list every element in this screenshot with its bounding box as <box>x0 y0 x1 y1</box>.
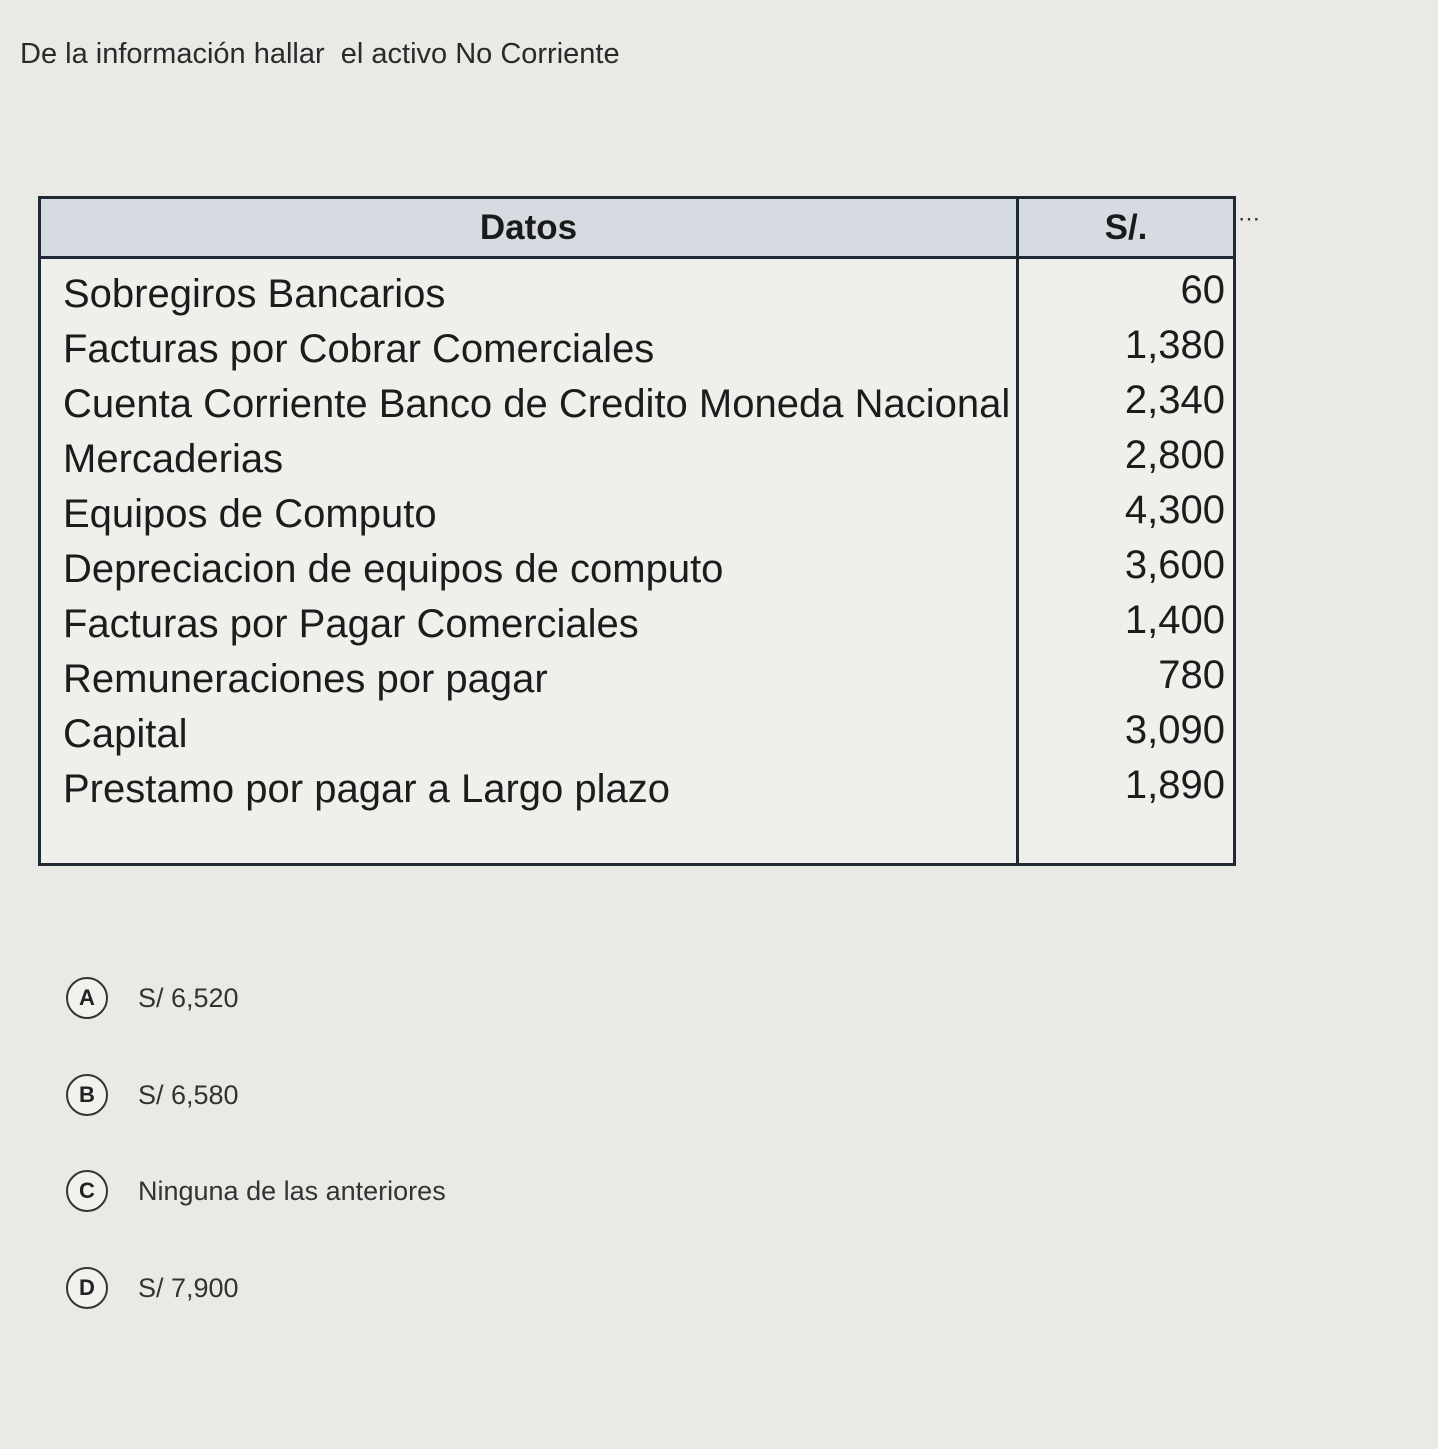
table-row <box>41 432 1233 487</box>
table-row <box>41 542 1233 597</box>
option-text[interactable]: S/ 7,900 <box>138 1272 239 1303</box>
table-row <box>41 487 1233 542</box>
data-table <box>38 196 1236 866</box>
option-letter-circle[interactable]: A <box>66 977 108 1019</box>
row-label: Capital <box>63 712 188 756</box>
table-row <box>41 652 1233 707</box>
row-label: Remuneraciones por pagar <box>63 657 548 701</box>
row-value: 2,340 <box>1124 378 1225 422</box>
option-a[interactable] <box>66 976 239 1020</box>
row-value: 4,300 <box>1124 488 1225 532</box>
row-value: 1,890 <box>1124 763 1225 807</box>
row-value: 780 <box>1158 653 1225 697</box>
option-text[interactable]: Ninguna de las anteriores <box>138 1175 446 1206</box>
table-row <box>41 267 1233 322</box>
row-value: 60 <box>1180 268 1225 312</box>
row-label: Cuenta Corriente Banco de Credito Moneda Nacional <box>63 382 1011 426</box>
row-label: Facturas por Pagar Comerciales <box>63 602 639 646</box>
row-value: 3,090 <box>1124 708 1225 752</box>
more-options-icon[interactable]: ⋯ <box>1238 206 1261 231</box>
row-label: Sobregiros Bancarios <box>63 272 446 316</box>
option-letter-circle[interactable]: C <box>66 1170 108 1212</box>
option-d[interactable] <box>66 1266 239 1310</box>
row-label: Prestamo por pagar a Largo plazo <box>63 767 671 811</box>
row-value: 2,800 <box>1124 433 1225 477</box>
option-text[interactable]: S/ 6,580 <box>138 1079 239 1110</box>
row-label: Depreciacion de equipos de computo <box>63 547 724 591</box>
row-value: 3,600 <box>1124 543 1225 587</box>
row-value: 1,380 <box>1124 323 1225 367</box>
header-soles: S/. <box>1104 208 1148 247</box>
option-letter-circle[interactable]: D <box>66 1267 108 1309</box>
option-text[interactable]: S/ 6,520 <box>138 982 239 1013</box>
question-text: De la información hallar el activo No Corriente <box>20 38 620 70</box>
row-value: 1,400 <box>1124 598 1225 642</box>
option-b[interactable] <box>66 1073 239 1117</box>
table-row <box>41 377 1233 432</box>
table-row <box>41 322 1233 377</box>
table-row <box>41 762 1233 817</box>
row-label: Mercaderias <box>63 437 284 481</box>
header-datos: Datos <box>479 208 578 247</box>
table-row <box>41 597 1233 652</box>
table-header <box>41 199 1233 259</box>
option-c[interactable] <box>66 1169 446 1213</box>
option-letter-circle[interactable]: B <box>66 1074 108 1116</box>
row-label: Equipos de Computo <box>63 492 437 536</box>
row-label: Facturas por Cobrar Comerciales <box>63 327 655 371</box>
table-row <box>41 707 1233 762</box>
